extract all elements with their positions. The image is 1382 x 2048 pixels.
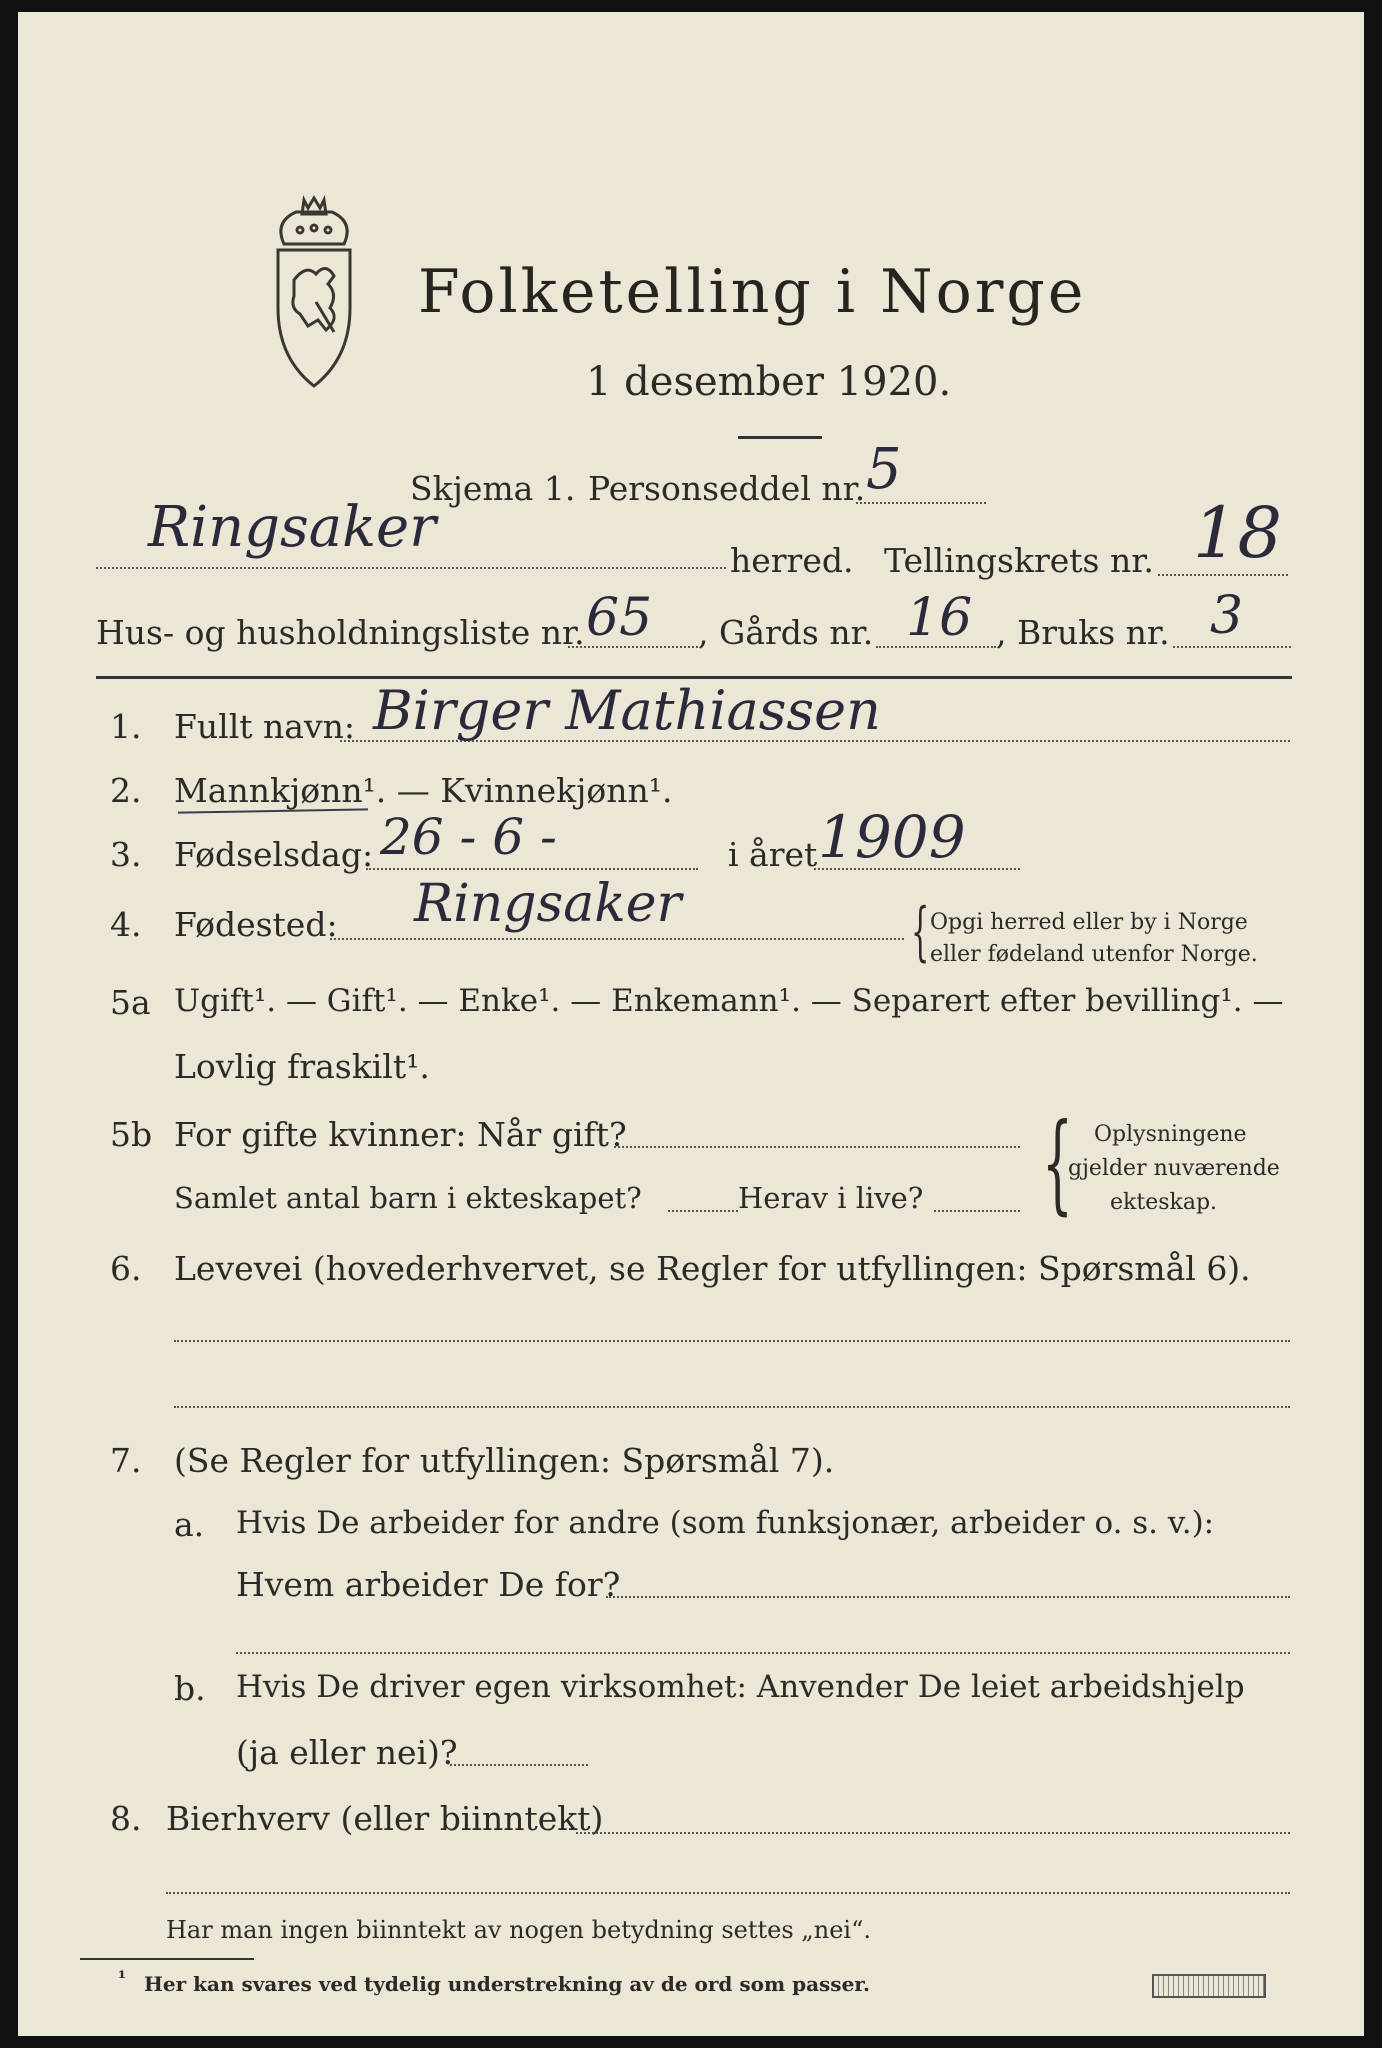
q7a-line-2: Hvem arbeider De for? [236, 1565, 621, 1604]
gards-label: , Gårds nr. [698, 613, 874, 652]
bruks-label: , Bruks nr. [996, 613, 1170, 652]
coat-of-arms-icon [258, 192, 370, 392]
q3-birthdate[interactable]: 26 - 6 - [380, 808, 557, 866]
footnote-marker: ¹ [118, 1968, 126, 1989]
q7-label: (Se Regler for utfyllingen: Spørsmål 7). [174, 1441, 835, 1480]
personseddel-value[interactable]: 5 [866, 437, 902, 502]
tellingskrets-value[interactable]: 18 [1193, 492, 1283, 574]
q4-note-1: Opgi herred eller by i Norge [930, 910, 1248, 935]
q6-number: 6. [110, 1249, 142, 1288]
q5b-alive-field-line [934, 1210, 1020, 1212]
q1-number: 1. [110, 707, 142, 746]
census-date: 1 desember 1920. [586, 359, 952, 405]
q5b-line-2b: Herav i live? [738, 1181, 924, 1215]
footnote-text: Her kan svares ved tydelig understrekning av de ord som passer. [144, 1972, 870, 1996]
q6-field-line-1 [174, 1340, 1290, 1342]
bruks-field-line [1173, 646, 1291, 648]
q3-field-line [366, 868, 698, 870]
herred-value[interactable]: Ringsaker [148, 495, 436, 560]
q5b-note-1: Oplysningene [1094, 1122, 1247, 1147]
q5b-brace: { [1042, 1101, 1073, 1226]
q3-year-value[interactable]: 1909 [818, 803, 966, 871]
q7b-letter: b. [174, 1669, 206, 1708]
q5a-line-1: Ugift¹. — Gift¹. — Enke¹. — Enkemann¹. — Separert efter bevilling¹. — [174, 983, 1284, 1019]
q2-label: Mannkjønn¹. — Kvinnekjønn¹. [174, 771, 673, 810]
q5b-number: 5b [110, 1115, 153, 1154]
q7b-field-line [450, 1764, 588, 1766]
q7b-line-1: Hvis De driver egen virksomhet: Anvender De leiet arbeidshjelp [236, 1669, 1245, 1705]
personseddel-field-line [856, 502, 986, 504]
q7-number: 7. [110, 1441, 142, 1480]
skjema-label: Skjema 1. [410, 469, 576, 508]
q4-number: 4. [110, 905, 142, 944]
q5a-number: 5a [110, 983, 151, 1022]
printer-stamp [1152, 1974, 1266, 1998]
q7b-line-2: (ja eller nei)? [236, 1733, 458, 1772]
q7a-line-1: Hvis De arbeider for andre (som funksjonær, arbeider o. s. v.): [236, 1505, 1215, 1541]
form-title: Folketelling i Norge [418, 257, 1087, 327]
q5b-note-2: gjelder nuværende [1068, 1156, 1280, 1181]
q4-birthplace[interactable]: Ringsaker [414, 874, 682, 934]
gards-value[interactable]: 16 [906, 588, 973, 648]
q4-note-2: eller fødeland utenfor Norge. [930, 942, 1258, 967]
q8-field-line-1 [576, 1832, 1290, 1834]
q7a-field-line-2 [236, 1652, 1290, 1654]
q8-field-line-2 [166, 1892, 1290, 1894]
hus-label: Hus- og husholdningsliste nr. [96, 613, 585, 652]
q7a-letter: a. [174, 1505, 205, 1544]
q7a-field-line-1 [606, 1596, 1290, 1598]
q8-label: Bierhverv (eller biinntekt) [166, 1799, 604, 1838]
personseddel-label: Personseddel nr. [588, 469, 866, 508]
q6-field-line-2 [174, 1406, 1290, 1408]
q4-field-line [330, 938, 904, 940]
title-rule [738, 436, 822, 439]
q5b-married-field-line [614, 1146, 1020, 1148]
q1-full-name[interactable]: Birger Mathiassen [373, 679, 881, 742]
q4-label: Fødested: [174, 905, 338, 944]
nei-note: Har man ingen biinntekt av nogen betydning settes „nei“. [166, 1916, 871, 1944]
q3-year-label: i året [728, 835, 818, 874]
q5a-line-2: Lovlig fraskilt¹. [174, 1047, 430, 1086]
tellingskrets-label: Tellingskrets nr. [884, 541, 1154, 580]
q6-label: Levevei (hovederhvervet, se Regler for utfyllingen: Spørsmål 6). [174, 1249, 1251, 1288]
q3-label: Fødselsdag: [174, 835, 374, 874]
herred-field-line [96, 567, 726, 569]
q3-number: 3. [110, 835, 142, 874]
q5b-children-field-line [668, 1210, 738, 1212]
q2-number: 2. [110, 771, 142, 810]
q5b-line-1: For gifte kvinner: Når gift? [174, 1115, 627, 1154]
herred-label: herred. [730, 541, 854, 580]
bruks-value[interactable]: 3 [1210, 586, 1244, 646]
footnote-rule [80, 1958, 254, 1960]
tellingskrets-field-line [1158, 574, 1288, 576]
q1-label: Fullt navn: [174, 707, 355, 746]
census-form-page [18, 12, 1364, 2036]
q5b-line-2a: Samlet antal barn i ekteskapet? [174, 1181, 642, 1215]
q8-number: 8. [110, 1799, 142, 1838]
q4-brace: { [911, 895, 930, 969]
q5b-note-3: ekteskap. [1110, 1190, 1218, 1215]
hus-value[interactable]: 65 [586, 588, 653, 648]
